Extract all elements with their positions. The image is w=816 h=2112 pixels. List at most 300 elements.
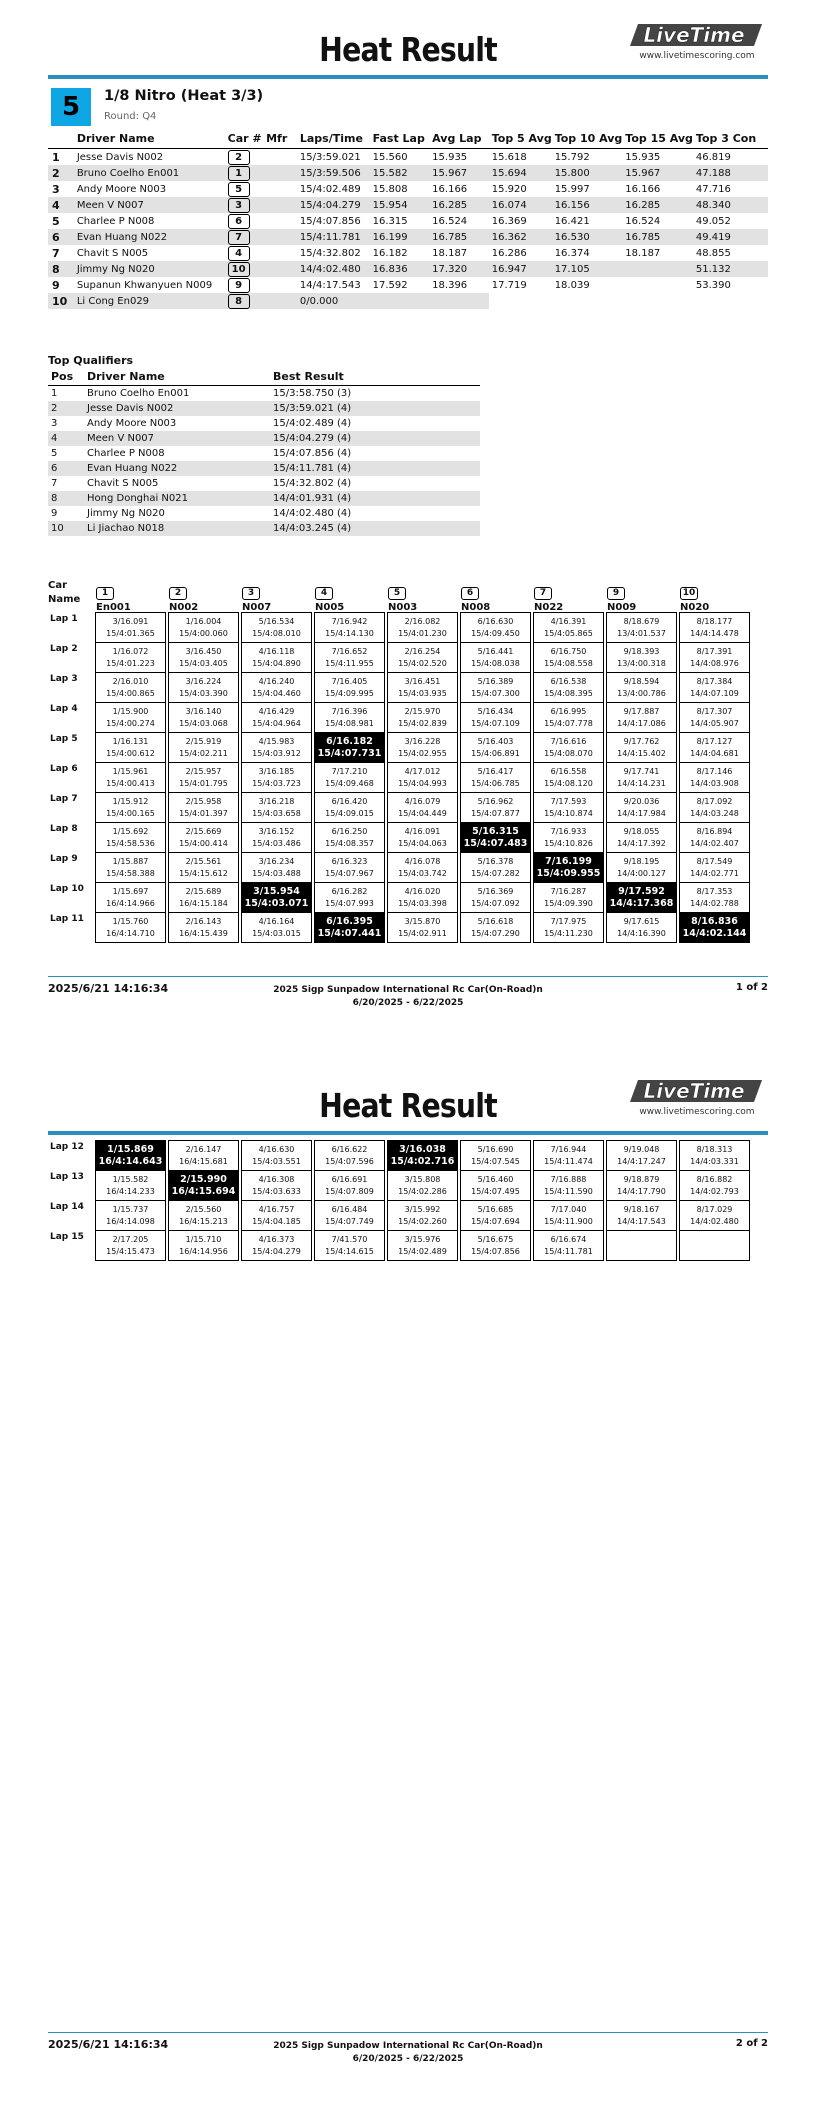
result-pos: 2	[48, 165, 74, 181]
lap-cell-total: 14/4:05.907	[690, 719, 739, 728]
lap-cell	[679, 642, 750, 673]
lap-cell-position-time: 9/17.887	[623, 707, 660, 716]
lap-cell	[460, 672, 531, 703]
lap-cell	[168, 642, 239, 673]
logo-url: www.livetimescoring.com	[639, 1107, 755, 1117]
car-number-badge: 1	[228, 166, 250, 181]
lap-cell-total: 15/4:15.612	[179, 869, 228, 878]
lap-cell-total: 16/4:15.439	[179, 929, 228, 938]
tq-driver: Jesse Davis N002	[84, 401, 270, 416]
result-t5: 16.947	[489, 261, 552, 277]
lap-cell-total: 15/4:02.955	[398, 749, 447, 758]
result-avg: 16.166	[432, 183, 468, 195]
lap-cell-position-time: 4/16.630	[258, 1145, 295, 1154]
lap-cell-position-time: 6/16.750	[550, 647, 587, 656]
heat-number-badge: 5	[51, 88, 91, 126]
lap-cell	[241, 792, 312, 823]
lap-cell-position-time: 1/15.710	[185, 1235, 222, 1244]
lap-cell-position-time: 4/16.240	[258, 677, 295, 686]
lap-cell-total: 14/4:00.127	[617, 869, 666, 878]
lap-cell-position-time: 2/15.560	[185, 1205, 222, 1214]
lap-cell-total: 15/4:03.551	[252, 1157, 301, 1166]
lap-cell-position-time: 2/16.143	[185, 917, 222, 926]
lap-cell-total: 15/4:10.874	[544, 809, 593, 818]
lap-cell-total: 15/4:15.473	[106, 1247, 155, 1256]
lap-cell-total: 15/4:10.826	[544, 839, 593, 848]
grid-label-car: Car	[48, 580, 68, 591]
lap-label: Lap 2	[50, 644, 78, 654]
lap-cell-position-time: 6/16.622	[331, 1145, 368, 1154]
tq-best: 14/4:01.931 (4)	[270, 491, 480, 506]
lap-cell-position-time: 1/15.912	[112, 797, 149, 806]
lap-label: Lap 12	[50, 1142, 84, 1152]
tq-pos: 8	[48, 491, 84, 506]
lap-cell-best	[533, 852, 604, 883]
lap-row	[48, 1200, 768, 1232]
lap-cell-position-time: 7/17.975	[550, 917, 587, 926]
result-t15: 16.166	[625, 183, 661, 195]
lap-cell-position-time: 2/16.147	[185, 1145, 222, 1154]
lap-cell-position-time: 7/16.933	[550, 827, 587, 836]
lap-cell-position-time: 7/16.888	[550, 1175, 587, 1184]
lap-cell-total: 15/4:58.536	[106, 839, 155, 848]
page-title: Heat Result	[319, 30, 497, 69]
result-driver: Andy Moore N003	[76, 183, 167, 195]
tq-best: 15/4:32.802 (4)	[273, 478, 352, 489]
lap-cell	[460, 882, 531, 913]
lap-cell-total: 15/4:03.015	[252, 929, 301, 938]
lap-cell	[679, 792, 750, 823]
lap-cell-position-time: 4/16.078	[404, 857, 441, 866]
lap-cell-total: 15/4:14.615	[325, 1247, 374, 1256]
lap-cell-total: 15/4:07.694	[471, 1217, 520, 1226]
heat-name: 1/8 Nitro (Heat 3/3)	[104, 88, 264, 104]
result-driver: Evan Huang N022	[74, 229, 225, 245]
lap-cell-total: 15/4:07.300	[471, 689, 520, 698]
result-pos: 9	[52, 278, 60, 292]
lap-cell-total: 15/4:05.865	[544, 629, 593, 638]
lap-cell-total: 15/4:02.211	[179, 749, 228, 758]
lap-cell-total: 15/4:07.809	[325, 1187, 374, 1196]
lap-cell	[460, 852, 531, 883]
lap-cell-total: 14/4:14.478	[690, 629, 739, 638]
lap-cell	[606, 642, 677, 673]
lap-cell-total: 15/4:03.390	[179, 689, 228, 698]
result-t3c	[693, 293, 768, 309]
tq-pos: 4	[48, 431, 84, 446]
lap-cell	[314, 702, 385, 733]
result-t10: 18.039	[554, 279, 590, 291]
result-mfr	[263, 245, 297, 261]
lap-cell	[606, 912, 677, 943]
lap-cell-position-time: 7/16.942	[331, 617, 368, 626]
result-pos: 1	[52, 150, 60, 164]
lap-cell-position-time: 3/16.234	[258, 857, 295, 866]
result-driver: Chavit S N005	[76, 247, 149, 259]
lap-row	[48, 1230, 768, 1262]
lap-cell	[679, 702, 750, 733]
lap-label: Lap 15	[50, 1232, 84, 1242]
lap-row	[48, 672, 768, 704]
lap-cell-total: 15/4:03.068	[179, 719, 228, 728]
result-laps: 15/4:32.802	[299, 247, 361, 259]
result-fast: 17.592	[372, 279, 408, 291]
tq-col-driver: Driver Name	[84, 369, 270, 386]
lap-cell-position-time: 8/17.146	[696, 767, 733, 776]
result-fast: 15.954	[370, 197, 430, 213]
lap-cell-position-time: 4/16.308	[258, 1175, 295, 1184]
lap-cell-total: 15/4:11.474	[544, 1157, 593, 1166]
lap-cell-total: 15/4:07.483	[463, 838, 528, 849]
result-avg: 15.967	[429, 165, 489, 181]
lap-cell	[314, 1140, 385, 1171]
livetime-logo	[628, 1076, 766, 1106]
lap-cell-position-time: 8/17.307	[696, 707, 733, 716]
lap-cell-total: 15/4:03.633	[252, 1187, 301, 1196]
lap-cell	[679, 732, 750, 763]
lap-cell-position-time: 3/15.808	[404, 1175, 441, 1184]
grid-column-header	[461, 580, 531, 613]
lap-cell-position-time: 4/16.164	[258, 917, 295, 926]
result-mfr	[263, 261, 297, 277]
lap-cell	[314, 1170, 385, 1201]
lap-cell	[533, 822, 604, 853]
tq-row	[48, 461, 480, 476]
lap-cell-total: 15/4:03.723	[252, 779, 301, 788]
car-number-badge: 6	[228, 214, 250, 229]
tq-col-pos: Pos	[48, 369, 84, 386]
lap-cell	[606, 612, 677, 643]
lap-cell	[168, 732, 239, 763]
lap-cell-total: 15/4:03.935	[398, 689, 447, 698]
lap-cell	[314, 612, 385, 643]
lap-cell-position-time: 9/18.055	[623, 827, 660, 836]
lap-cell-position-time: 8/17.391	[696, 647, 733, 656]
tq-driver: Andy Moore N003	[87, 418, 177, 429]
lap-cell-position-time: 9/18.167	[623, 1205, 660, 1214]
lap-cell	[314, 762, 385, 793]
result-car	[225, 181, 263, 197]
lap-cell-position-time: 1/15.760	[112, 917, 149, 926]
lap-cell	[387, 702, 458, 733]
results-row	[48, 229, 768, 245]
lap-cell	[95, 1170, 166, 1201]
lap-cell	[241, 1140, 312, 1171]
col-mfr: Mfr	[263, 131, 297, 149]
lap-cell-best	[241, 882, 312, 913]
lap-cell-position-time: 7/16.944	[550, 1145, 587, 1154]
page-title: Heat Result	[319, 1086, 497, 1125]
result-avg: 16.785	[429, 229, 489, 245]
result-t3c: 47.716	[695, 183, 731, 195]
lap-cell-position-time: 3/16.450	[185, 647, 222, 656]
lap-cell-position-time: 5/16.534	[258, 617, 295, 626]
lap-cell-position-time: 5/16.685	[477, 1205, 514, 1214]
tq-row	[48, 446, 480, 461]
lap-cell-total: 15/4:08.120	[544, 779, 593, 788]
lap-cell-position-time: 4/17.012	[404, 767, 441, 776]
lap-cell	[241, 1200, 312, 1231]
lap-cell	[606, 852, 677, 883]
lap-cell-total: 14/4:04.681	[690, 749, 739, 758]
lap-cell-position-time: 4/16.091	[404, 827, 441, 836]
tq-header-row	[48, 369, 480, 386]
lap-cell-position-time: 5/16.675	[477, 1235, 514, 1244]
results-row	[48, 293, 768, 309]
lap-cell-position-time: 8/18.679	[623, 617, 660, 626]
lap-cell-total: 16/4:15.681	[179, 1157, 228, 1166]
tq-row	[48, 401, 480, 416]
lap-row	[48, 1170, 768, 1202]
lap-cell-position-time: 6/16.674	[550, 1235, 587, 1244]
lap-cell	[387, 672, 458, 703]
lap-cell	[387, 762, 458, 793]
lap-row	[48, 702, 768, 734]
grid-column-header	[680, 580, 750, 613]
result-car	[225, 149, 263, 166]
result-t5: 16.362	[489, 229, 552, 245]
result-t10	[552, 293, 623, 309]
grid-column-name: N008	[461, 602, 491, 613]
lap-cell-position-time: 6/16.250	[331, 827, 368, 836]
lap-cell-position-time: 3/16.152	[258, 827, 295, 836]
lap-cell	[533, 792, 604, 823]
result-driver: Bruno Coelho En001	[74, 165, 225, 181]
lap-cell-position-time: 4/16.429	[258, 707, 295, 716]
tq-driver: Meen V N007	[84, 431, 270, 446]
lap-cell-total: 15/4:02.911	[398, 929, 447, 938]
lap-cell-position-time: 8/17.092	[696, 797, 733, 806]
lap-cell-total: 14/4:17.984	[617, 809, 666, 818]
result-t15: 15.967	[622, 165, 693, 181]
lap-cell-best	[679, 912, 750, 943]
lap-cell	[241, 1170, 312, 1201]
result-t15	[622, 277, 693, 293]
lap-cell-position-time: 2/15.669	[185, 827, 222, 836]
car-number-badge: 7	[534, 587, 552, 600]
results-row	[48, 197, 768, 213]
lap-cell-best	[168, 1170, 239, 1201]
lap-cell-total: 15/4:07.092	[471, 899, 520, 908]
lap-cell	[606, 1170, 677, 1201]
result-car	[225, 197, 263, 213]
lap-cell	[168, 762, 239, 793]
lap-cell	[95, 1230, 166, 1261]
lap-cell	[314, 852, 385, 883]
lap-cell	[606, 792, 677, 823]
lap-label: Lap 9	[50, 854, 78, 864]
lap-cell-total: 15/4:14.130	[325, 629, 374, 638]
lap-row	[48, 822, 768, 854]
lap-cell-total: 15/4:04.993	[398, 779, 447, 788]
lap-cell	[241, 852, 312, 883]
lap-cell	[533, 732, 604, 763]
lap-cell	[168, 1200, 239, 1231]
lap-cell-position-time: 2/15.970	[404, 707, 441, 716]
result-t3c: 53.390	[695, 279, 731, 291]
lap-cell	[387, 912, 458, 943]
lap-cell-position-time: 7/16.652	[331, 647, 368, 656]
result-t5: 16.074	[489, 197, 552, 213]
lap-cell-total: 15/4:07.495	[471, 1187, 520, 1196]
tq-driver: Jimmy Ng N020	[87, 508, 165, 519]
lap-cell	[241, 762, 312, 793]
car-number-badge: 2	[228, 150, 250, 165]
lap-cell-total: 15/4:11.230	[544, 929, 593, 938]
tq-pos: 2	[48, 401, 84, 416]
lap-cell-total: 15/4:08.357	[325, 839, 374, 848]
lap-cell	[460, 912, 531, 943]
tq-col-best: Best Result	[270, 369, 480, 386]
lap-cell-position-time: 1/15.887	[112, 857, 149, 866]
lap-cell-position-time: 7/41.570	[331, 1235, 368, 1244]
lap-cell	[679, 822, 750, 853]
result-laps: 15/4:04.279	[297, 197, 370, 213]
result-fast: 16.199	[370, 229, 430, 245]
results-table	[48, 131, 768, 309]
result-fast: 16.836	[370, 261, 430, 277]
lap-cell	[533, 1200, 604, 1231]
lap-row	[48, 852, 768, 884]
lap-cell	[387, 612, 458, 643]
result-t15	[622, 293, 693, 309]
tq-row	[48, 416, 480, 431]
result-mfr	[263, 277, 297, 293]
lap-cell-total: 15/4:07.290	[471, 929, 520, 938]
result-car	[225, 261, 263, 277]
lap-cell-total: 15/4:58.388	[106, 869, 155, 878]
lap-cell-position-time: 6/16.538	[550, 677, 587, 686]
col-top5: Top 5 Avg	[489, 131, 552, 149]
lap-cell-total: 13/4:01.537	[617, 629, 666, 638]
footer-rule	[48, 2032, 768, 2033]
lap-cell	[387, 882, 458, 913]
tq-best: 15/4:04.279 (4)	[270, 431, 480, 446]
lap-cell	[314, 882, 385, 913]
lap-cell-position-time: 7/16.287	[550, 887, 587, 896]
lap-cell-position-time: 8/17.029	[696, 1205, 733, 1214]
lap-cell	[533, 612, 604, 643]
tq-row	[48, 386, 480, 402]
lap-cell	[168, 1230, 239, 1261]
lap-cell-position-time: 2/15.958	[185, 797, 222, 806]
lap-cell-total: 15/4:00.612	[106, 749, 155, 758]
lap-cell	[168, 912, 239, 943]
lap-cell-total: 14/4:17.392	[617, 839, 666, 848]
col-driver: Driver Name	[74, 131, 225, 149]
lap-cell-position-time: 9/18.195	[623, 857, 660, 866]
lap-cell-total: 15/4:07.993	[325, 899, 374, 908]
lap-cell-total: 15/4:07.109	[471, 719, 520, 728]
lap-cell-total: 15/4:03.071	[244, 898, 309, 909]
grid-column-header	[96, 580, 166, 613]
lap-cell	[387, 852, 458, 883]
result-fast: 16.182	[372, 247, 408, 259]
heat-round: Round: Q4	[104, 111, 157, 122]
result-laps: 15/4:07.856	[299, 215, 361, 227]
lap-cell-total: 14/4:02.144	[682, 928, 747, 939]
lap-cell-position-time: 4/16.118	[258, 647, 295, 656]
lap-cell-position-time: 8/18.177	[696, 617, 733, 626]
lap-cell	[168, 882, 239, 913]
grid-column-header	[169, 580, 239, 613]
col-car: Car #	[225, 131, 263, 149]
lap-cell-total: 14/4:03.331	[690, 1157, 739, 1166]
lap-cell-total: 15/4:00.060	[179, 629, 228, 638]
tq-row	[48, 476, 480, 491]
result-t15: 18.187	[625, 247, 661, 259]
lap-cell-total: 15/4:04.460	[252, 689, 301, 698]
grid-column-name: N020	[680, 602, 710, 613]
result-t10: 16.374	[554, 247, 590, 259]
lap-cell-total: 15/4:11.781	[544, 1247, 593, 1256]
tq-best: 14/4:02.480 (4)	[273, 508, 352, 519]
result-t3c: 47.188	[693, 165, 768, 181]
lap-cell	[314, 672, 385, 703]
lap-cell	[314, 642, 385, 673]
car-number-badge: 9	[607, 587, 625, 600]
results-row	[48, 149, 768, 166]
lap-cell	[241, 642, 312, 673]
lap-cell-total: 15/4:06.891	[471, 749, 520, 758]
lap-cell	[533, 702, 604, 733]
lap-row	[48, 612, 768, 644]
result-t5: 15.694	[489, 165, 552, 181]
result-driver: Supanun Khwanyuen N009	[76, 279, 213, 291]
lap-cell-position-time: 2/15.990	[180, 1174, 227, 1185]
lap-cell-position-time: 6/16.558	[550, 767, 587, 776]
lap-cell	[679, 672, 750, 703]
lap-row	[48, 792, 768, 824]
lap-cell-best	[606, 882, 677, 913]
footer-datetime: 2025/6/21 14:16:34	[48, 982, 169, 995]
grid-column-name: N022	[534, 602, 564, 613]
lap-cell-total: 13/4:00.786	[617, 689, 666, 698]
lap-cell-position-time: 5/16.315	[472, 826, 519, 837]
lap-cell	[241, 672, 312, 703]
lap-cell-total: 15/4:08.070	[544, 749, 593, 758]
header-rule	[48, 1131, 768, 1135]
col-avg: Avg Lap	[429, 131, 489, 149]
grid-column-header	[534, 580, 604, 613]
lap-cell-position-time: 3/16.038	[399, 1144, 446, 1155]
lap-cell-total: 16/4:14.233	[106, 1187, 155, 1196]
logo-url: www.livetimescoring.com	[639, 51, 755, 61]
result-pos: 4	[48, 197, 74, 213]
tq-driver: Hong Donghai N021	[84, 491, 270, 506]
lap-cell-position-time: 8/17.127	[696, 737, 733, 746]
lap-cell-total: 15/4:09.955	[536, 868, 601, 879]
lap-cell-position-time: 8/16.882	[696, 1175, 733, 1184]
lap-cell-best	[387, 1140, 458, 1171]
lap-cell-total: 15/4:00.413	[106, 779, 155, 788]
col-fast: Fast Lap	[370, 131, 430, 149]
col-top3con: Top 3 Con	[693, 131, 768, 149]
col-pos	[48, 131, 74, 149]
lap-cell-position-time: 7/16.616	[550, 737, 587, 746]
tq-pos: 10	[48, 521, 84, 536]
lap-cell-total: 15/4:00.274	[106, 719, 155, 728]
tq-driver: Chavit S N005	[87, 478, 159, 489]
footer-event-dates: 6/20/2025 - 6/22/2025	[352, 2054, 464, 2064]
results-header-row	[48, 131, 768, 149]
lap-cell	[460, 702, 531, 733]
lap-cell	[460, 792, 531, 823]
result-car	[225, 165, 263, 181]
lap-cell	[533, 912, 604, 943]
lap-cell	[460, 612, 531, 643]
lap-cell-best	[95, 1140, 166, 1171]
